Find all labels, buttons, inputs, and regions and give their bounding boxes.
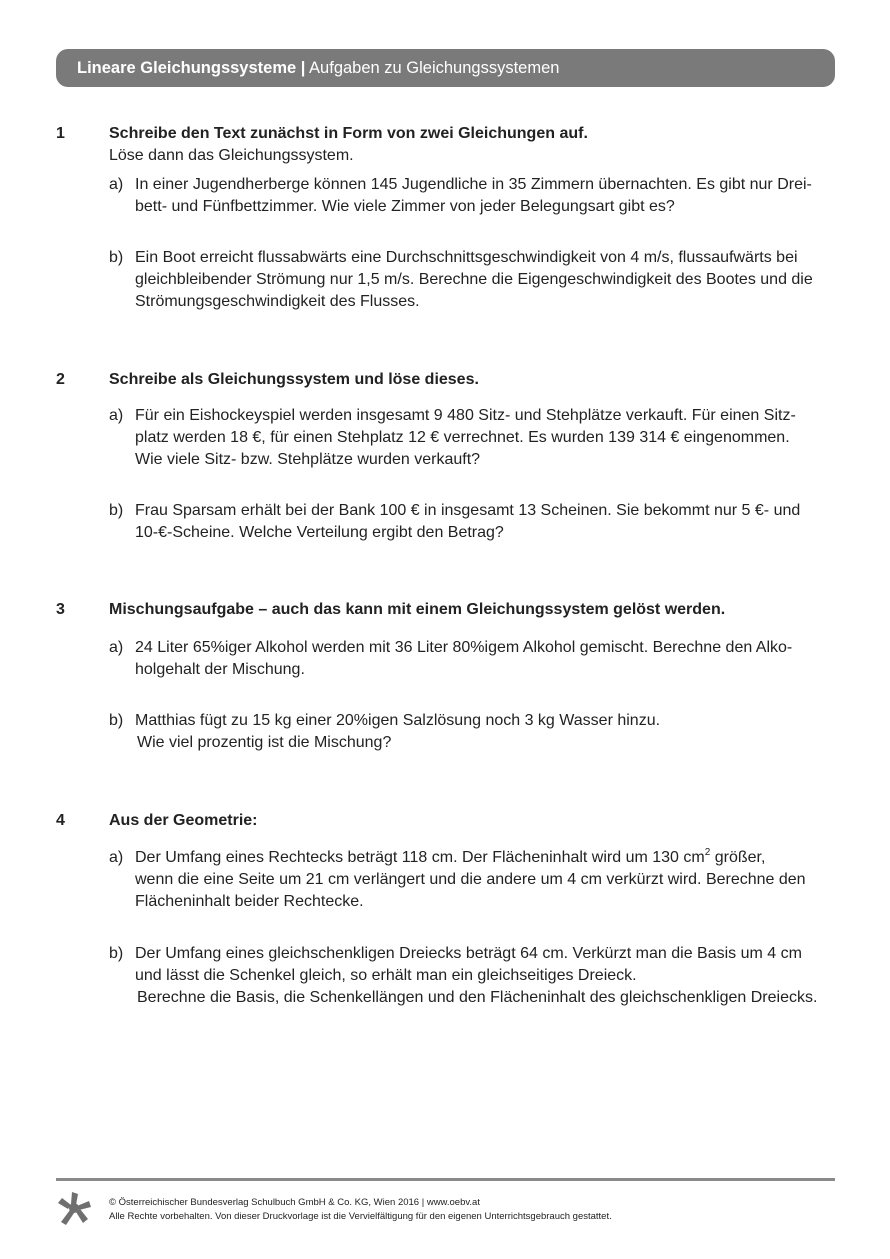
item-line: Frau Sparsam erhält bei der Bank 100 € in insgesamt 13 Scheinen. Sie bekommt nur 5 €- und bbox=[135, 502, 801, 519]
item-line: holgehalt der Mischung. bbox=[135, 661, 305, 678]
item-line: Wie viel prozentig ist die Mischung? bbox=[137, 734, 392, 751]
header-title-rest: Aufgaben zu Gleichungssystemen bbox=[305, 59, 560, 77]
item-line: bett- und Fünfbettzimmer. Wie viele Zimmer von jeder Belegungsart gibt es? bbox=[135, 198, 675, 215]
item-line: wenn die eine Seite um 21 cm verlängert und die andere um 4 cm verkürzt wird. Berechne den bbox=[135, 871, 806, 888]
task-number: 4 bbox=[56, 812, 65, 829]
item-line: platz werden 18 €, für einen Stehplatz 12 € verrechnet. Es wurden 139 314 € eingenommen. bbox=[135, 429, 790, 446]
oebv-asterisk-logo-icon bbox=[56, 1191, 92, 1227]
page-header-bar bbox=[56, 49, 835, 87]
item-line: In einer Jugendherberge können 145 Jugendliche in 35 Zimmern übernachten. Es gibt nur Drei- bbox=[135, 176, 812, 193]
item-letter: b) bbox=[109, 945, 124, 962]
item-line: Der Umfang eines gleichschenkligen Dreiecks beträgt 64 cm. Verkürzt man die Basis um 4 cm bbox=[135, 945, 802, 962]
item-line: 24 Liter 65%iger Alkohol werden mit 36 Liter 80%igem Alkohol gemischt. Berechne den Alko- bbox=[135, 639, 793, 656]
superscript: 2 bbox=[704, 847, 711, 858]
item-line: 10-€-Scheine. Welche Verteilung ergibt den Betrag? bbox=[135, 524, 504, 541]
item-letter: a) bbox=[109, 849, 124, 866]
task-title: Aus der Geometrie: bbox=[109, 812, 258, 829]
task-number: 2 bbox=[56, 371, 65, 388]
item-line: und lässt die Schenkel gleich, so erhält man ein gleichseitiges Dreieck. bbox=[135, 967, 637, 984]
item-letter: b) bbox=[109, 712, 124, 729]
item-line: gleichbleibender Strömung nur 1,5 m/s. Berechne die Eigengeschwindigkeit des Bootes und die bbox=[135, 271, 813, 288]
task-1-item-b bbox=[109, 247, 835, 313]
item-line: Flächeninhalt beider Rechtecke. bbox=[135, 893, 364, 910]
header-title-bold: Lineare Gleichungssysteme | bbox=[77, 59, 306, 77]
footer-divider bbox=[56, 1178, 835, 1181]
item-line: Strömungsgeschwindigkeit des Flusses. bbox=[135, 293, 420, 310]
item-letter: a) bbox=[109, 407, 124, 424]
task-2-item-b bbox=[109, 500, 835, 544]
item-line: Matthias fügt zu 15 kg einer 20%igen Salzlösung noch 3 kg Wasser hinzu. bbox=[135, 712, 661, 729]
task-1-item-a bbox=[109, 174, 835, 218]
task-title: Mischungsaufgabe – auch das kann mit einem Gleichungssystem gelöst werden. bbox=[109, 601, 726, 618]
task-title: Schreibe den Text zunächst in Form von zwei Gleichungen auf. bbox=[109, 125, 588, 142]
task-subtitle: Löse dann das Gleichungssystem. bbox=[109, 147, 354, 164]
footer-line-2: Alle Rechte vorbehalten. Von dieser Druckvorlage ist die Vervielfältigung für den eigenen Unterrichtsgebrauch gestattet. bbox=[109, 1211, 612, 1222]
task-number: 1 bbox=[56, 125, 65, 142]
item-letter: a) bbox=[109, 176, 124, 193]
item-line: Für ein Eishockeyspiel werden insgesamt 9 480 Sitz- und Stehplätze verkauft. Für einen Sitz- bbox=[135, 407, 796, 424]
task-4-item-a bbox=[109, 847, 835, 913]
item-letter: b) bbox=[109, 502, 124, 519]
item-line-with-superscript bbox=[135, 847, 835, 869]
task-title: Schreibe als Gleichungssystem und löse dieses. bbox=[109, 371, 479, 388]
task-2-item-a bbox=[109, 405, 835, 471]
task-3-item-b bbox=[109, 710, 835, 754]
task-3-item-a bbox=[109, 637, 835, 681]
footer-line-1: © Österreichischer Bundesverlag Schulbuch GmbH & Co. KG, Wien 2016 | www.oebv.at bbox=[109, 1197, 480, 1208]
item-line-part: Der Umfang eines Rechtecks beträgt 118 cm. Der Flächeninhalt wird um 130 cm bbox=[135, 849, 705, 866]
item-line-part: größer, bbox=[710, 849, 766, 866]
footer-copyright bbox=[109, 1196, 612, 1224]
item-line: Ein Boot erreicht flussabwärts eine Durchschnittsgeschwindigkeit von 4 m/s, flussaufwärts bei bbox=[135, 249, 798, 266]
task-number: 3 bbox=[56, 601, 65, 618]
item-line: Wie viele Sitz- bzw. Stehplätze wurden verkauft? bbox=[135, 451, 481, 468]
item-letter: b) bbox=[109, 249, 124, 266]
item-letter: a) bbox=[109, 639, 124, 656]
task-4-item-b bbox=[109, 943, 835, 1009]
item-line: Berechne die Basis, die Schenkellängen und den Flächeninhalt des gleichschenkligen Dreiecks. bbox=[137, 989, 818, 1006]
